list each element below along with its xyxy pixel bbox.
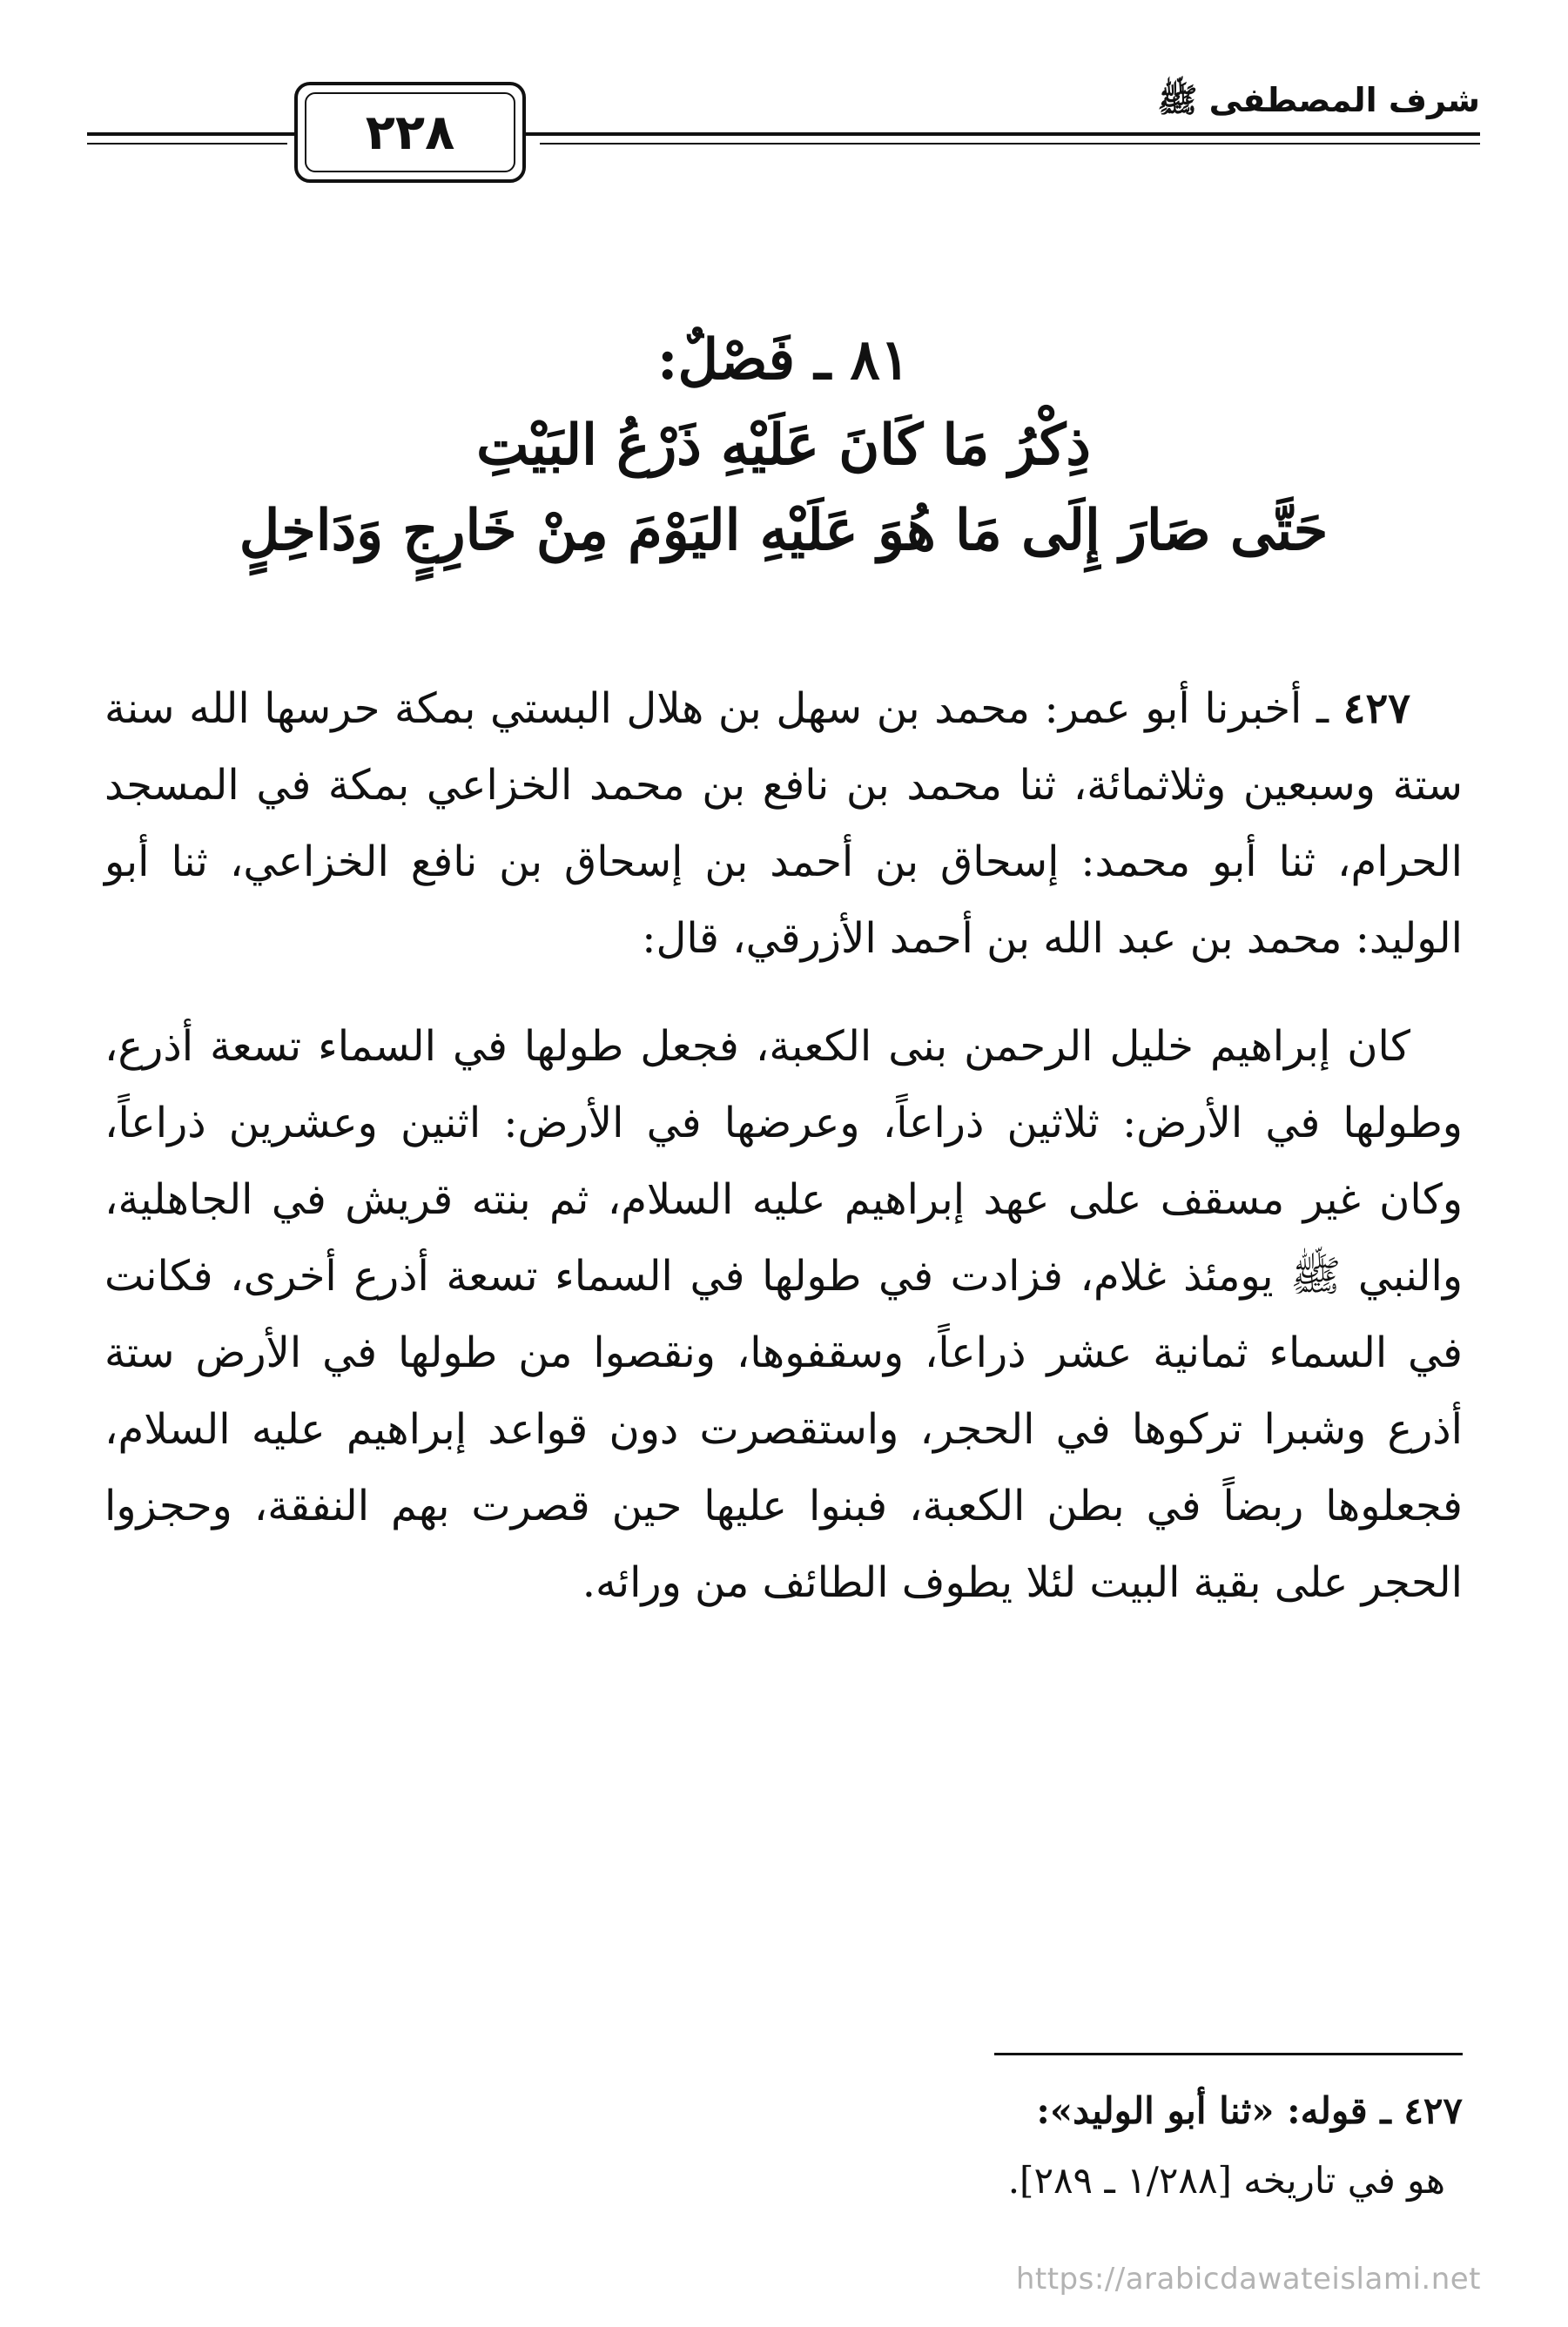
main-text: [104, 670, 1463, 1621]
footnote-heading: ٤٢٧ ـ قوله: «ثنا أبو الوليد»:: [1036, 2089, 1463, 2132]
running-title: شرف المصطفى ﷺ: [1157, 81, 1480, 119]
chapter-number-line: ٨١ ـ فَصْلٌ:: [656, 327, 911, 393]
page-number: ٢٢٨: [305, 92, 515, 172]
footnote-separator: [994, 2053, 1463, 2055]
header-rule-thin-right: [540, 143, 1480, 145]
paragraph-narration: كان إبراهيم خليل الرحمن بنى الكعبة، فجعل طولها في السماء تسعة أذرع، وطولها في الأرض: ثلاثين ذراعاً، وعرضها في الأرض: اثنين وعشرين ذراعاً، وكان غير مسقف على عهد إبراهيم عليه السلام، ثم بنته قريش في الجاهلية، والنبي ﷺ يومئذ غلام، فزادت في طولها في السماء تسعة أذرع أخرى، فكانت في السماء ثمانية عشر ذراعاً، وسقفوها، ونقصوا من طولها في الأرض ستة أذرع وشبرا تركوها في الحجر، واستقصرت دون قواعد إبراهيم عليه السلام، فجعلوها ربضاً في بطن الكعبة، فبنوا عليها حين قصرت بهم النفقة، وحجزوا الحجر على بقية البيت لئلا يطوف الطائف من ورائه.: [104, 1022, 1463, 1607]
hadith-number: ٤٢٧: [1343, 684, 1410, 733]
chapter-title-line-2: حَتَّى صَارَ إِلَى مَا هُوَ عَلَيْهِ اليَوْمَ مِنْ خَارِجٍ وَدَاخِلٍ: [239, 498, 1329, 563]
page-number-frame: [294, 82, 526, 183]
footnote-text: هو في تاريخه [١/٢٨٨ ـ ٢٨٩].: [1007, 2159, 1445, 2202]
watermark-url: https://arabicdawateislami.net: [1015, 2262, 1481, 2297]
paragraph-isnad: [104, 670, 1463, 977]
chapter-title-line-1: ذِكْرُ مَا كَانَ عَلَيْهِ ذَرْعُ البَيْتِ: [476, 413, 1091, 478]
isnad-text: ـ أخبرنا أبو عمر: محمد بن سهل بن هلال البستي بمكة حرسها الله سنة ستة وسبعين وثلاثمائة، ثنا محمد بن نافع بن محمد الخزاعي بمكة في المسجد الحرام، ثنا أبو محمد: إسحاق بن أحمد بن إسحاق بن نافع الخزاعي، ثنا أبو الوليد: محمد بن عبد الله بن أحمد الأزرقي، قال:: [104, 684, 1463, 963]
header-rule-thin-left: [87, 143, 287, 145]
chapter-heading: [104, 318, 1463, 574]
page-header: [87, 70, 1480, 183]
footnote: [104, 2076, 1463, 2216]
